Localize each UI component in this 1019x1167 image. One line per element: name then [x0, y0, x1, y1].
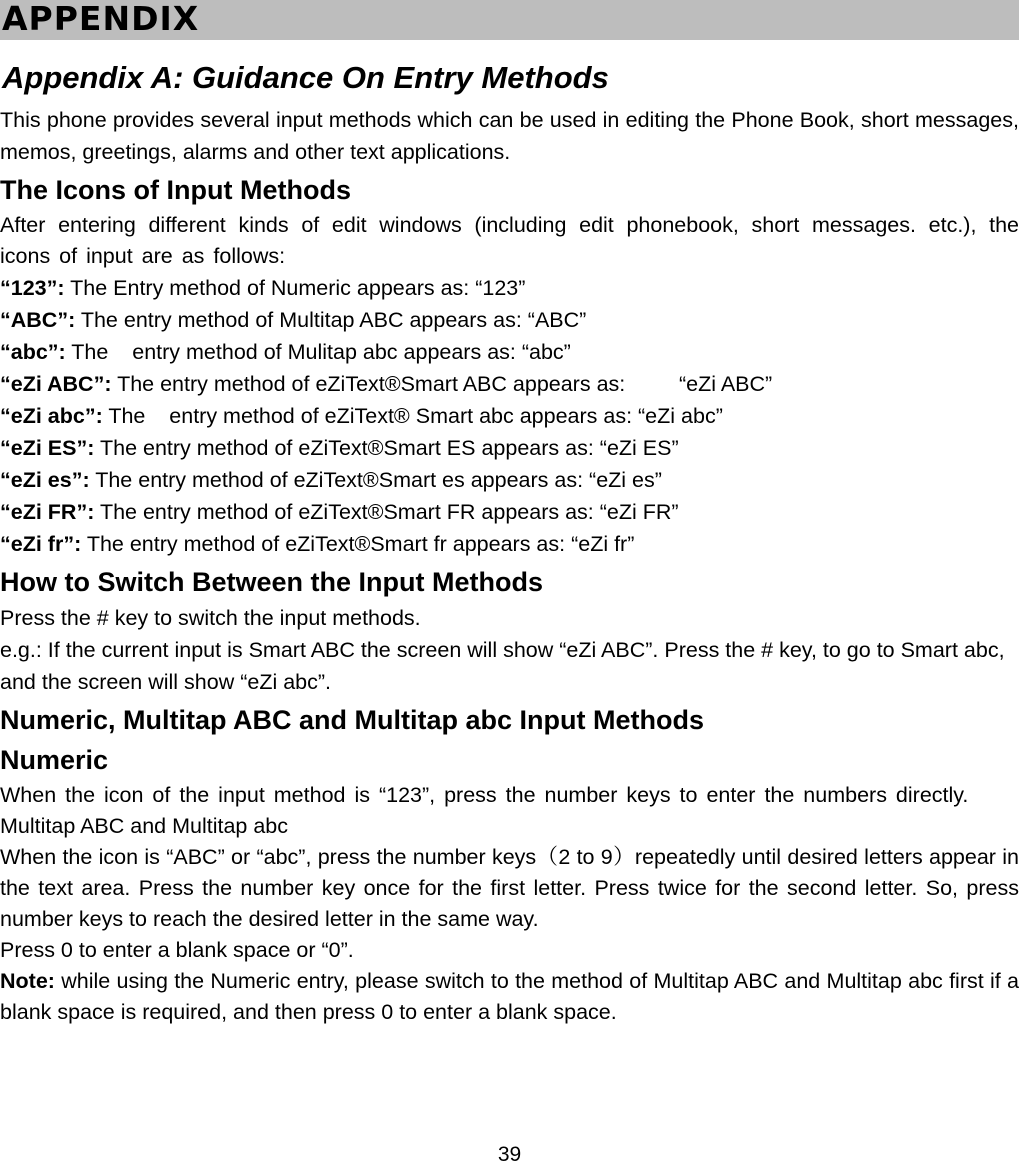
icon-term: “eZi es”: [0, 468, 90, 492]
switch-line-1: Press the # key to switch the input methods. [0, 606, 421, 630]
icon-term: “123”: [0, 276, 65, 300]
icon-list-item [0, 432, 1019, 464]
icon-list-item [0, 336, 1019, 368]
icon-description: The entry method of eZiText®Smart es appears as: “eZi es” [89, 468, 662, 492]
icon-description: The Entry method of Numeric appears as: “123” [64, 276, 526, 300]
icon-list-item [0, 272, 1019, 304]
multitap-label: Multitap ABC and Multitap abc [0, 814, 289, 838]
note-paragraph [0, 966, 1019, 1028]
icon-list-item [0, 464, 1019, 496]
icon-term: “ABC”: [0, 308, 76, 332]
switch-heading: How to Switch Between the Input Methods [0, 567, 543, 597]
icon-description: The entry method of Mulitap abc appears as: “abc” [65, 340, 571, 364]
multitap-paragraph: When the icon is “ABC” or “abc”, press the number keys（2 to 9）repeatedly until desired letters appear in the text area. Press the number key once for the first letter. Press twice for the second letter. So, press number keys to reach the desired letter in the same way. [0, 845, 1019, 931]
note-text: while using the Numeric entry, please switch to the method of Multitap ABC and Multitap abc first if a blank space is required, and then press 0 to enter a blank space. [0, 969, 1019, 1024]
icon-description: The entry method of eZiText®Smart ES appears as: “eZi ES” [94, 436, 679, 460]
numeric-multitap-heading: Numeric, Multitap ABC and Multitap abc Input Methods [0, 705, 704, 735]
icon-list-item [0, 528, 1019, 560]
icon-description: The entry method of eZiText®Smart FR appears as: “eZi FR” [94, 500, 679, 524]
numeric-subheading: Numeric [0, 745, 109, 775]
icon-term: “eZi abc”: [0, 404, 103, 428]
icon-list-item [0, 304, 1019, 336]
icon-term: “eZi ES”: [0, 436, 95, 460]
icon-description: The entry method of eZiText®Smart fr appears as: “eZi fr” [81, 532, 635, 556]
icon-list-item [0, 400, 1019, 432]
icon-description: The entry method of eZiText®Smart ABC appears as: “eZi ABC” [111, 372, 773, 396]
numeric-paragraph: When the icon of the input method is “123”, press the number keys to enter the numbers directly. [0, 783, 969, 807]
appendix-title: Appendix A: Guidance On Entry Methods [2, 60, 609, 95]
icons-heading: The Icons of Input Methods [0, 175, 351, 205]
appendix-banner: APPENDIX [0, 0, 1019, 40]
icons-intro: After entering different kinds of edit windows (including edit phonebook, short messages. etc.), the icons of input are as follows: [0, 213, 1019, 268]
icon-term: “eZi FR”: [0, 500, 95, 524]
page-content [0, 56, 1019, 1028]
icon-list [0, 272, 1019, 560]
icon-list-item [0, 368, 1019, 400]
switch-line-2: e.g.: If the current input is Smart ABC the screen will show “eZi ABC”. Press the # key, to go to Smart abc, and the screen will show “eZi abc”. [0, 638, 1005, 694]
icon-term: “eZi fr”: [0, 532, 82, 556]
note-label: Note: [0, 969, 55, 993]
page-number: 39 [497, 1143, 522, 1166]
icon-term: “abc”: [0, 340, 66, 364]
icon-description: The entry method of eZiText® Smart abc appears as: “eZi abc” [102, 404, 723, 428]
icon-term: “eZi ABC”: [0, 372, 112, 396]
icon-list-item [0, 496, 1019, 528]
icon-description: The entry method of Multitap ABC appears as: “ABC” [75, 308, 587, 332]
press-zero-line: Press 0 to enter a blank space or “0”. [0, 938, 354, 962]
intro-paragraph: This phone provides several input methods which can be used in editing the Phone Book, short messages, memos, greetings, alarms and other text applications. [0, 108, 1019, 164]
